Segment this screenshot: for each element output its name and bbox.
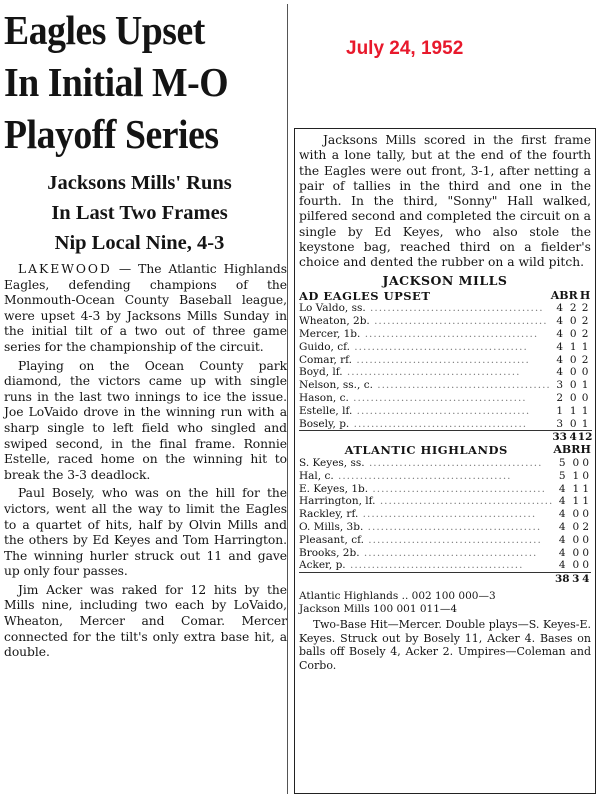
player-row bbox=[299, 366, 592, 379]
player-name-text: Lo Valdo, ss. bbox=[299, 302, 366, 315]
leader-dots: ........................................ bbox=[363, 521, 542, 534]
player-name bbox=[299, 328, 551, 341]
player-r: 0 bbox=[572, 533, 580, 546]
total-r: 4 bbox=[569, 431, 577, 444]
player-name-text: Estelle, lf. bbox=[299, 404, 353, 417]
team-title: AD EAGLES UPSET bbox=[299, 289, 431, 303]
linescore-row bbox=[299, 603, 591, 616]
totals-label bbox=[299, 573, 553, 586]
player-name-text: Harrington, lf. bbox=[299, 495, 376, 508]
player-ab: 4 bbox=[558, 533, 566, 546]
leader-dots: ........................................ bbox=[365, 302, 544, 315]
player-ab: 4 bbox=[558, 559, 566, 572]
player-name bbox=[299, 354, 551, 367]
player-name bbox=[299, 521, 553, 534]
leader-dots: ........................................ bbox=[342, 366, 521, 379]
player-h: 0 bbox=[582, 533, 590, 546]
player-name-text: Boyd, lf. bbox=[299, 366, 343, 379]
player-name bbox=[299, 418, 551, 431]
player-name bbox=[299, 366, 551, 379]
player-r: 1 bbox=[572, 482, 580, 495]
subheadline-line-2: In Last Two Frames bbox=[51, 202, 228, 224]
player-name-text: Wheaton, 2b. bbox=[299, 315, 370, 328]
player-row bbox=[299, 470, 591, 483]
player-name-text: E. Keyes, 1b. bbox=[299, 482, 369, 495]
player-ab: 4 bbox=[558, 495, 566, 508]
linescore-row bbox=[299, 590, 591, 603]
linescore-innings: 100 001 011—4 bbox=[373, 603, 458, 615]
player-h: 2 bbox=[582, 521, 590, 534]
subheadline-line-1: Jacksons Mills' Runs bbox=[47, 172, 232, 194]
player-row bbox=[299, 302, 592, 315]
player-name-text: Acker, p. bbox=[299, 559, 346, 572]
leader-dots: ........................................ bbox=[345, 559, 524, 572]
totals-label bbox=[299, 431, 551, 444]
headline-line-1: Eagles Upset bbox=[4, 7, 205, 53]
player-r: 0 bbox=[569, 379, 577, 392]
player-r: 0 bbox=[572, 457, 580, 470]
player-r: 0 bbox=[569, 353, 577, 366]
player-r: 0 bbox=[569, 366, 577, 379]
player-h: 1 bbox=[582, 482, 590, 495]
player-ab: 4 bbox=[556, 366, 564, 379]
col-h: H bbox=[580, 443, 591, 457]
player-row bbox=[299, 354, 592, 367]
player-h: 1 bbox=[581, 417, 589, 430]
player-name-text: Guido, cf. bbox=[299, 340, 350, 353]
player-name bbox=[299, 534, 553, 547]
leader-dots: ........................................ bbox=[333, 469, 512, 482]
player-h: 1 bbox=[581, 404, 589, 417]
leader-dots: ........................................ bbox=[349, 417, 528, 430]
player-name-text: Pleasant, cf. bbox=[299, 533, 364, 546]
linescore-team: Jackson Mills bbox=[299, 603, 370, 615]
player-ab: 4 bbox=[558, 508, 566, 521]
player-name-text: Hal, c. bbox=[299, 469, 334, 482]
col-r: R bbox=[571, 443, 581, 457]
game-summary: Two-Base Hit—Mercer. Double plays—S. Keyes-E. Keyes. Struck out by Bosely 11, Acker 4. Bases on balls off Bosely 4, Acker 2. Umpires—Coleman and Corbo. bbox=[299, 618, 591, 672]
player-name-text: Bosely, p. bbox=[299, 417, 350, 430]
leader-dots: ........................................ bbox=[351, 353, 530, 366]
player-name bbox=[299, 470, 553, 483]
player-row bbox=[299, 559, 591, 572]
player-h: 1 bbox=[581, 340, 589, 353]
player-r: 0 bbox=[569, 392, 577, 405]
player-ab: 4 bbox=[556, 340, 564, 353]
subheadline-line-3: Nip Local Nine, 4-3 bbox=[54, 232, 225, 254]
player-ab: 4 bbox=[558, 546, 566, 559]
player-h: 2 bbox=[581, 302, 589, 315]
leader-dots: ........................................ bbox=[359, 546, 538, 559]
player-r: 0 bbox=[572, 508, 580, 521]
leader-dots: ........................................ bbox=[368, 482, 546, 495]
team-title: ATLANTIC HIGHLANDS bbox=[344, 444, 508, 458]
player-name bbox=[299, 315, 551, 328]
player-r: 1 bbox=[572, 469, 580, 482]
article-paragraph: Jim Acker was raked for 12 hits by the Mills nine, including two each by LoVaido, Wheaton, Mercer and Comar. Mercer connected for the tilt's only extra base hit, a double. bbox=[4, 582, 287, 660]
player-r: 1 bbox=[569, 404, 577, 417]
player-r: 0 bbox=[572, 546, 580, 559]
player-row bbox=[299, 418, 592, 431]
player-ab: 5 bbox=[558, 469, 566, 482]
player-row bbox=[299, 483, 591, 496]
player-ab: 3 bbox=[556, 379, 564, 392]
leader-dots: ........................................ bbox=[349, 340, 528, 353]
leader-dots: ........................................ bbox=[360, 328, 539, 341]
player-name bbox=[299, 559, 553, 572]
player-row bbox=[299, 495, 591, 508]
player-row bbox=[299, 341, 592, 354]
player-name bbox=[299, 457, 553, 470]
dateline: LAKEWOOD bbox=[18, 262, 112, 276]
article-paragraph: Playing on the Ocean County park diamond, the victors came up with single runs in the last two innings to ice the issue. Joe LoVaido drove in the winning run with a sharp single to left field who singled and swiped second, in the final frame. Ronnie Estelle, raced home on the winning hit to break the 3-3 deadlock. bbox=[4, 358, 287, 482]
player-h: 1 bbox=[582, 495, 590, 508]
leader-dots: ........................................ bbox=[358, 508, 537, 521]
box-score-atlantic-highlands bbox=[299, 444, 591, 586]
total-h: 12 bbox=[577, 431, 593, 444]
player-ab: 4 bbox=[556, 315, 564, 328]
player-ab: 4 bbox=[556, 328, 564, 341]
player-r: 0 bbox=[569, 315, 577, 328]
player-ab: 2 bbox=[556, 392, 564, 405]
article-paragraph: Jacksons Mills scored in the first frame with a lone tally, but at the end of the fourth the Eagles were out front, 3-1, after netting a pair of tallies in the third and one in the fourth. In the third, "Sonny" Hall walked, pilfered second and completed the circuit on a single by Ed Keyes, who also stole the keystone bag, reached third on a fielder's choice and dented the rubber on a wild pitch. bbox=[299, 133, 591, 270]
player-row bbox=[299, 457, 591, 470]
linescore-team: Atlantic Highlands .. bbox=[299, 590, 409, 602]
leader-dots: ........................................ bbox=[363, 533, 542, 546]
headline-line-3: Playoff Series bbox=[4, 111, 219, 157]
player-ab: 4 bbox=[556, 302, 564, 315]
player-name bbox=[299, 392, 551, 405]
player-name-text: Comar, rf. bbox=[299, 353, 352, 366]
leader-dots: ........................................ bbox=[364, 457, 543, 470]
player-ab: 4 bbox=[558, 521, 566, 534]
leader-dots: ........................................ bbox=[348, 392, 527, 405]
player-row bbox=[299, 328, 592, 341]
player-h: 2 bbox=[581, 328, 589, 341]
article-paragraph bbox=[4, 262, 287, 356]
player-r: 2 bbox=[569, 302, 577, 315]
headline-line-2: In Initial M-O bbox=[4, 59, 229, 105]
player-row bbox=[299, 392, 592, 405]
leader-dots: ........................................ bbox=[369, 315, 548, 328]
player-name bbox=[299, 495, 553, 508]
player-name bbox=[299, 547, 553, 560]
date-stamp: July 24, 1952 bbox=[346, 38, 464, 59]
total-h: 4 bbox=[582, 573, 590, 586]
player-row bbox=[299, 547, 591, 560]
box-score-header-row bbox=[299, 444, 591, 457]
player-name-text: Brooks, 2b. bbox=[299, 546, 360, 559]
col-ab: AB bbox=[553, 443, 572, 457]
linescore-innings: 002 100 000—3 bbox=[411, 590, 496, 602]
player-row bbox=[299, 315, 592, 328]
player-name bbox=[299, 508, 553, 521]
box-score-jackson-mills bbox=[299, 290, 592, 445]
col-r: R bbox=[568, 288, 578, 302]
player-h: 0 bbox=[582, 469, 590, 482]
player-h: 0 bbox=[581, 366, 589, 379]
player-name-text: S. Keyes, ss. bbox=[299, 457, 365, 470]
total-ab: 33 bbox=[552, 431, 567, 444]
player-r: 0 bbox=[572, 521, 580, 534]
player-h: 0 bbox=[582, 546, 590, 559]
player-name bbox=[299, 302, 551, 315]
totals-row bbox=[299, 431, 592, 444]
leader-dots: ........................................ bbox=[375, 495, 554, 508]
player-ab: 3 bbox=[556, 417, 564, 430]
player-ab: 4 bbox=[556, 353, 564, 366]
player-name-text: O. Mills, 3b. bbox=[299, 521, 364, 534]
player-h: 0 bbox=[582, 508, 590, 521]
article-left-column bbox=[4, 4, 288, 794]
player-name bbox=[299, 483, 553, 496]
linescore bbox=[299, 590, 591, 616]
player-name-text: Mercer, 1b. bbox=[299, 328, 361, 341]
player-ab: 5 bbox=[558, 457, 566, 470]
player-h: 0 bbox=[581, 392, 589, 405]
player-r: 1 bbox=[572, 495, 580, 508]
player-r: 1 bbox=[569, 340, 577, 353]
player-name-text: Hason, c. bbox=[299, 392, 349, 405]
col-h: H bbox=[579, 288, 591, 302]
subheadline-block bbox=[4, 168, 287, 258]
player-h: 1 bbox=[581, 379, 589, 392]
player-h: 0 bbox=[582, 559, 590, 572]
box-score-header-row bbox=[299, 290, 592, 303]
player-ab: 1 bbox=[556, 404, 564, 417]
player-row bbox=[299, 521, 591, 534]
total-r: 3 bbox=[572, 573, 580, 586]
player-ab: 4 bbox=[558, 482, 566, 495]
player-row bbox=[299, 508, 591, 521]
leader-dots: ........................................ bbox=[352, 404, 531, 417]
totals-row bbox=[299, 573, 591, 586]
player-h: 0 bbox=[582, 457, 590, 470]
player-row bbox=[299, 534, 591, 547]
player-row bbox=[299, 405, 592, 418]
player-r: 0 bbox=[569, 328, 577, 341]
article-body bbox=[4, 262, 287, 661]
col-ab: AB bbox=[550, 288, 569, 302]
leader-dots: ........................................ bbox=[372, 379, 551, 392]
article-paragraph: Paul Bosely, who was on the hill for the victors, went all the way to limit the Eagles to a quartet of hits, half by Olvin Mills and the others by Ed Keyes and Tom Harrington. The winning hurler struck out 11 and gave up only four passes. bbox=[4, 486, 287, 579]
total-ab: 38 bbox=[554, 573, 570, 586]
player-h: 2 bbox=[581, 315, 589, 328]
paragraph-text: — The Atlantic Highlands Eagles, defending champions of the Monmouth-Ocean County Baseball league, were upset 4-3 by Jacksons Mills Sunday in the initial tilt of a two out of three game series for the championship of the circuit. bbox=[4, 262, 287, 354]
player-name bbox=[299, 379, 551, 392]
player-h: 2 bbox=[581, 353, 589, 366]
player-r: 0 bbox=[572, 559, 580, 572]
player-name bbox=[299, 405, 551, 418]
player-r: 0 bbox=[569, 417, 577, 430]
player-name-text: Rackley, rf. bbox=[299, 508, 359, 521]
article-right-column bbox=[294, 128, 596, 794]
player-name-text: Nelson, ss., c. bbox=[299, 379, 373, 392]
player-name bbox=[299, 341, 551, 354]
player-row bbox=[299, 379, 592, 392]
box-score-heading: JACKSON MILLS bbox=[382, 272, 508, 288]
